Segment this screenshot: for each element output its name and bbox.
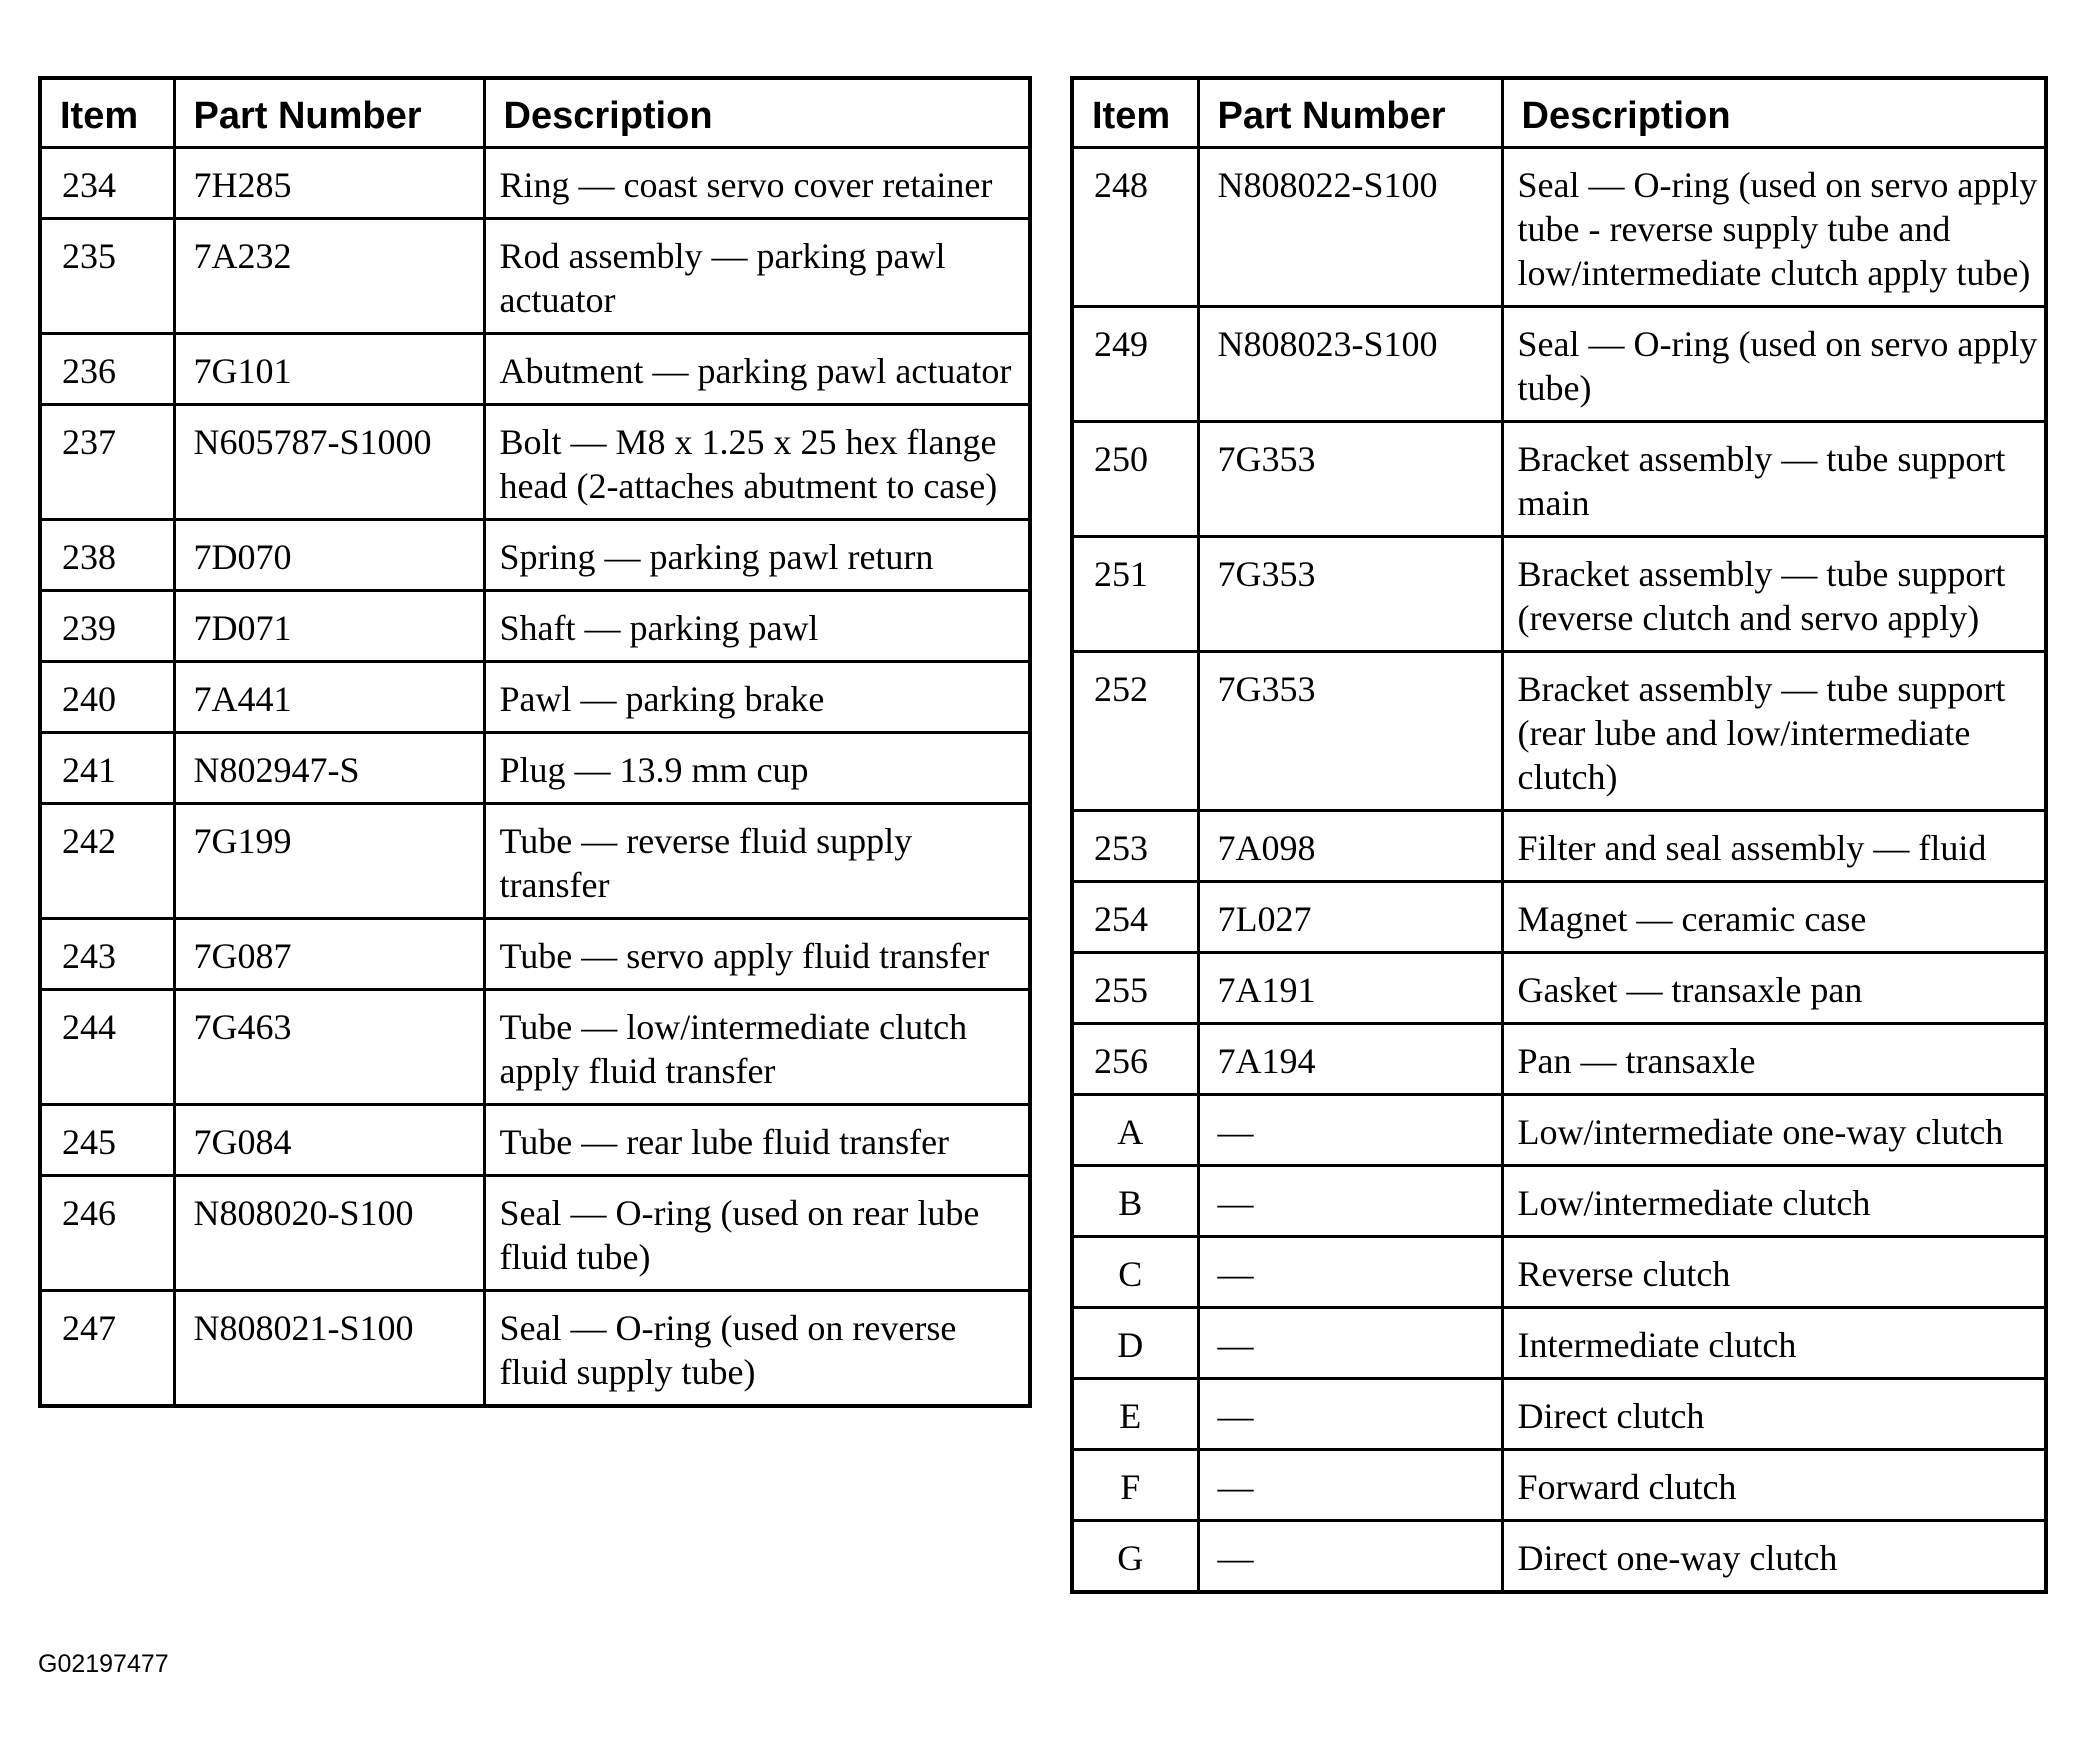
description-cell: Tube — low/intermediate clutch apply fluid transfer [484, 990, 1030, 1105]
item-cell: C [1072, 1237, 1198, 1308]
description-cell: Low/intermediate one-way clutch [1502, 1095, 2046, 1166]
description-cell: Pan — transaxle [1502, 1024, 2046, 1095]
table-row [40, 1176, 1030, 1291]
part-number-cell: — [1198, 1237, 1502, 1308]
item-cell: 241 [40, 733, 174, 804]
item-cell: 256 [1072, 1024, 1198, 1095]
item-cell: 235 [40, 219, 174, 334]
description-cell: Seal — O-ring (used on reverse fluid supply tube) [484, 1291, 1030, 1407]
parts-table-left [38, 76, 1032, 1408]
item-cell: 251 [1072, 537, 1198, 652]
description-cell: Intermediate clutch [1502, 1308, 2046, 1379]
part-number-cell: N605787-S1000 [174, 405, 484, 520]
table-row [1072, 953, 2046, 1024]
item-cell: A [1072, 1095, 1198, 1166]
description-cell: Tube — servo apply fluid transfer [484, 919, 1030, 990]
part-number-cell: — [1198, 1166, 1502, 1237]
description-cell: Spring — parking pawl return [484, 520, 1030, 591]
part-number-cell: — [1198, 1450, 1502, 1521]
item-cell: B [1072, 1166, 1198, 1237]
part-number-cell: 7G353 [1198, 537, 1502, 652]
table-row [40, 405, 1030, 520]
part-number-cell: N808023-S100 [1198, 307, 1502, 422]
table-header-row [40, 78, 1030, 148]
description-cell: Tube — reverse fluid supply transfer [484, 804, 1030, 919]
part-number-cell: — [1198, 1308, 1502, 1379]
item-cell: 252 [1072, 652, 1198, 811]
description-cell: Gasket — transaxle pan [1502, 953, 2046, 1024]
table-row [1072, 1024, 2046, 1095]
table-row [40, 662, 1030, 733]
part-number-cell: N808020-S100 [174, 1176, 484, 1291]
part-number-cell: N802947-S [174, 733, 484, 804]
part-number-cell: — [1198, 1379, 1502, 1450]
part-number-cell: 7A191 [1198, 953, 1502, 1024]
description-cell: Reverse clutch [1502, 1237, 2046, 1308]
description-cell: Seal — O-ring (used on servo apply tube - reverse supply tube and low/intermediate clutch apply tube) [1502, 148, 2046, 307]
description-cell: Seal — O-ring (used on servo apply tube) [1502, 307, 2046, 422]
table-row [1072, 1166, 2046, 1237]
table-row [1072, 811, 2046, 882]
description-cell: Bolt — M8 x 1.25 x 25 hex flange head (2-attaches abutment to case) [484, 405, 1030, 520]
description-cell: Plug — 13.9 mm cup [484, 733, 1030, 804]
table-row [1072, 1095, 2046, 1166]
description-cell: Direct one-way clutch [1502, 1521, 2046, 1593]
part-number-cell: 7D070 [174, 520, 484, 591]
description-cell: Bracket assembly — tube support main [1502, 422, 2046, 537]
description-cell: Bracket assembly — tube support (reverse clutch and servo apply) [1502, 537, 2046, 652]
table-row [40, 591, 1030, 662]
item-cell: 255 [1072, 953, 1198, 1024]
description-cell: Ring — coast servo cover retainer [484, 148, 1030, 219]
part-number-cell: N808021-S100 [174, 1291, 484, 1407]
item-cell: F [1072, 1450, 1198, 1521]
item-cell: 249 [1072, 307, 1198, 422]
table-row [40, 334, 1030, 405]
table-header-row [1072, 78, 2046, 148]
item-cell: G [1072, 1521, 1198, 1593]
part-number-cell: 7G463 [174, 990, 484, 1105]
table-row [40, 990, 1030, 1105]
item-cell: 234 [40, 148, 174, 219]
table-row [1072, 148, 2046, 307]
table-row [1072, 1450, 2046, 1521]
part-number-cell: 7G084 [174, 1105, 484, 1176]
part-number-cell: 7G199 [174, 804, 484, 919]
table-row [1072, 1379, 2046, 1450]
part-number-cell: 7G353 [1198, 422, 1502, 537]
item-cell: 243 [40, 919, 174, 990]
table-body [1072, 148, 2046, 1593]
part-number-cell: — [1198, 1521, 1502, 1593]
description-cell: Rod assembly — parking pawl actuator [484, 219, 1030, 334]
item-cell: 237 [40, 405, 174, 520]
table-row [1072, 652, 2046, 811]
table-row [1072, 882, 2046, 953]
table-row [40, 733, 1030, 804]
description-cell: Magnet — ceramic case [1502, 882, 2046, 953]
item-cell: 238 [40, 520, 174, 591]
part-number-cell: 7A441 [174, 662, 484, 733]
header-description: Description [484, 78, 1030, 148]
item-cell: 245 [40, 1105, 174, 1176]
part-number-cell: — [1198, 1095, 1502, 1166]
part-number-cell: 7A232 [174, 219, 484, 334]
description-cell: Shaft — parking pawl [484, 591, 1030, 662]
description-cell: Abutment — parking pawl actuator [484, 334, 1030, 405]
table-row [1072, 1521, 2046, 1593]
item-cell: 247 [40, 1291, 174, 1407]
item-cell: 236 [40, 334, 174, 405]
table-row [40, 804, 1030, 919]
part-number-cell: 7G353 [1198, 652, 1502, 811]
part-number-cell: 7G087 [174, 919, 484, 990]
item-cell: 254 [1072, 882, 1198, 953]
table-row [1072, 1308, 2046, 1379]
description-cell: Seal — O-ring (used on rear lube fluid tube) [484, 1176, 1030, 1291]
part-number-cell: 7A098 [1198, 811, 1502, 882]
parts-table-right [1070, 76, 2048, 1594]
header-part-number: Part Number [1198, 78, 1502, 148]
item-cell: 246 [40, 1176, 174, 1291]
item-cell: 240 [40, 662, 174, 733]
table-row [40, 520, 1030, 591]
table-row [40, 148, 1030, 219]
table-row [1072, 537, 2046, 652]
description-cell: Forward clutch [1502, 1450, 2046, 1521]
table-row [40, 919, 1030, 990]
item-cell: E [1072, 1379, 1198, 1450]
item-cell: 244 [40, 990, 174, 1105]
item-cell: 248 [1072, 148, 1198, 307]
table-row [1072, 307, 2046, 422]
part-number-cell: 7D071 [174, 591, 484, 662]
description-cell: Filter and seal assembly — fluid [1502, 811, 2046, 882]
item-cell: 250 [1072, 422, 1198, 537]
description-cell: Direct clutch [1502, 1379, 2046, 1450]
description-cell: Bracket assembly — tube support (rear lube and low/intermediate clutch) [1502, 652, 2046, 811]
item-cell: 242 [40, 804, 174, 919]
part-number-cell: 7A194 [1198, 1024, 1502, 1095]
item-cell: D [1072, 1308, 1198, 1379]
part-number-cell: N808022-S100 [1198, 148, 1502, 307]
table-row [40, 1105, 1030, 1176]
header-item: Item [40, 78, 174, 148]
table-row [40, 1291, 1030, 1407]
description-cell: Pawl — parking brake [484, 662, 1030, 733]
item-cell: 239 [40, 591, 174, 662]
header-item: Item [1072, 78, 1198, 148]
table-body [40, 148, 1030, 1407]
header-part-number: Part Number [174, 78, 484, 148]
part-number-cell: 7H285 [174, 148, 484, 219]
table-row [1072, 422, 2046, 537]
header-description: Description [1502, 78, 2046, 148]
item-cell: 253 [1072, 811, 1198, 882]
table-row [40, 219, 1030, 334]
description-cell: Tube — rear lube fluid transfer [484, 1105, 1030, 1176]
part-number-cell: 7G101 [174, 334, 484, 405]
table-row [1072, 1237, 2046, 1308]
part-number-cell: 7L027 [1198, 882, 1502, 953]
description-cell: Low/intermediate clutch [1502, 1166, 2046, 1237]
figure-id: G02197477 [38, 1650, 169, 1678]
